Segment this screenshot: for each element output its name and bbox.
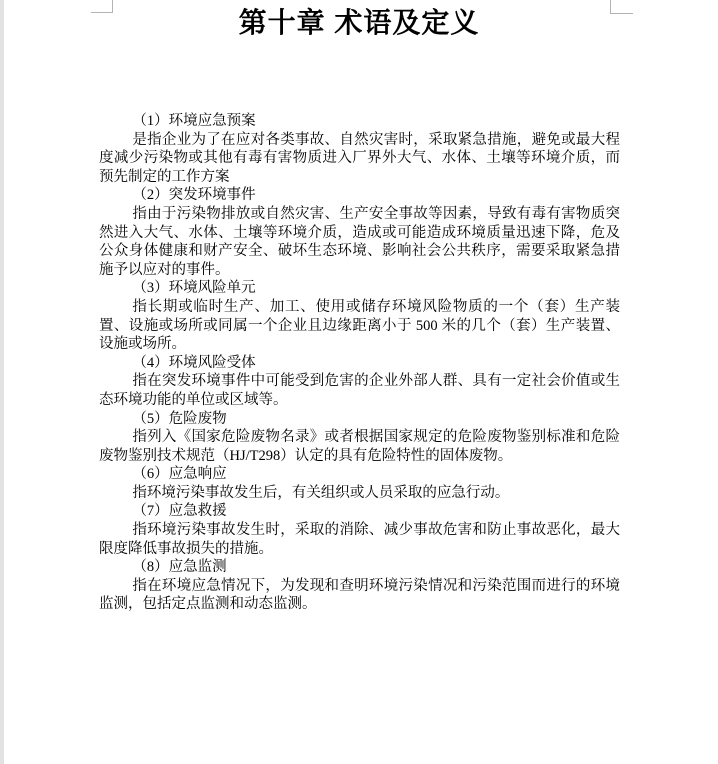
term-heading-2: （2）突发环境事件 bbox=[132, 187, 256, 204]
term-definition-5: 指列入《国家危险废物名录》或者根据国家规定的危险废物鉴别标准和危险废物鉴别技术规范（HJ/T298）认定的具有危险特性的固体废物。 bbox=[99, 429, 620, 464]
chapter-title: 第十章 术语及定义 bbox=[238, 7, 480, 38]
term-heading-4: （4）环境风险受体 bbox=[132, 354, 256, 371]
term-definition-8: 指在环境应急情况下，为发现和查明环境污染情况和污染范围而进行的环境监测，包括定点监测和动态监测。 bbox=[99, 577, 620, 613]
term-definition-4: 指在突发环境事件中可能受到危害的企业外部人群、具有一定社会价值或生态环境功能的单位或区域等。 bbox=[99, 373, 620, 408]
term-heading-7: （7）应急救援 bbox=[132, 503, 227, 520]
term-definition-7: 指环境污染事故发生时，采取的消除、减少事故危害和防止事故恶化，最大限度降低事故损失的措施。 bbox=[99, 522, 620, 557]
term-heading-1: （1）环境应急预案 bbox=[132, 113, 256, 129]
term-heading-5: （5）危险废物 bbox=[132, 410, 227, 427]
term-definition-6: 指环境污染事故发生后，有关组织或人员采取的应急行动。 bbox=[132, 484, 510, 501]
term-definition-3: 指长期或临时生产、加工、使用或储存环境风险物质的一个（套）生产装置、设施或场所或同属一个企业且边缘距离小于 500 米的几个（套）生产装置、设施或场所。 bbox=[99, 298, 620, 353]
page-edge-strip bbox=[0, 0, 4, 764]
term-definition-2: 指由于污染物排放或自然灾害、生产安全事故等因素，导致有毒有害物质突然进入大气、水体、土壤等环境介质，造成或可能造成环境质量迅速下降，危及公众身体健康和财产安全、破坏生态环境、影响社会公共秩序，需要采取紧急措施予以应对的事件。 bbox=[99, 205, 620, 278]
document-body bbox=[99, 112, 620, 614]
term-heading-8: （8）应急监测 bbox=[132, 559, 227, 576]
term-definition-1: 是指企业为了在应对各类事故、自然灾害时，采取紧急措施，避免或最大程度减少污染物或其他有毒有害物质进入厂界外大气、水体、土壤等环境介质，而预先制定的工作方案 bbox=[99, 131, 620, 185]
term-heading-6: （6）应急响应 bbox=[132, 466, 227, 483]
term-heading-3: （3）环境风险单元 bbox=[132, 280, 256, 297]
